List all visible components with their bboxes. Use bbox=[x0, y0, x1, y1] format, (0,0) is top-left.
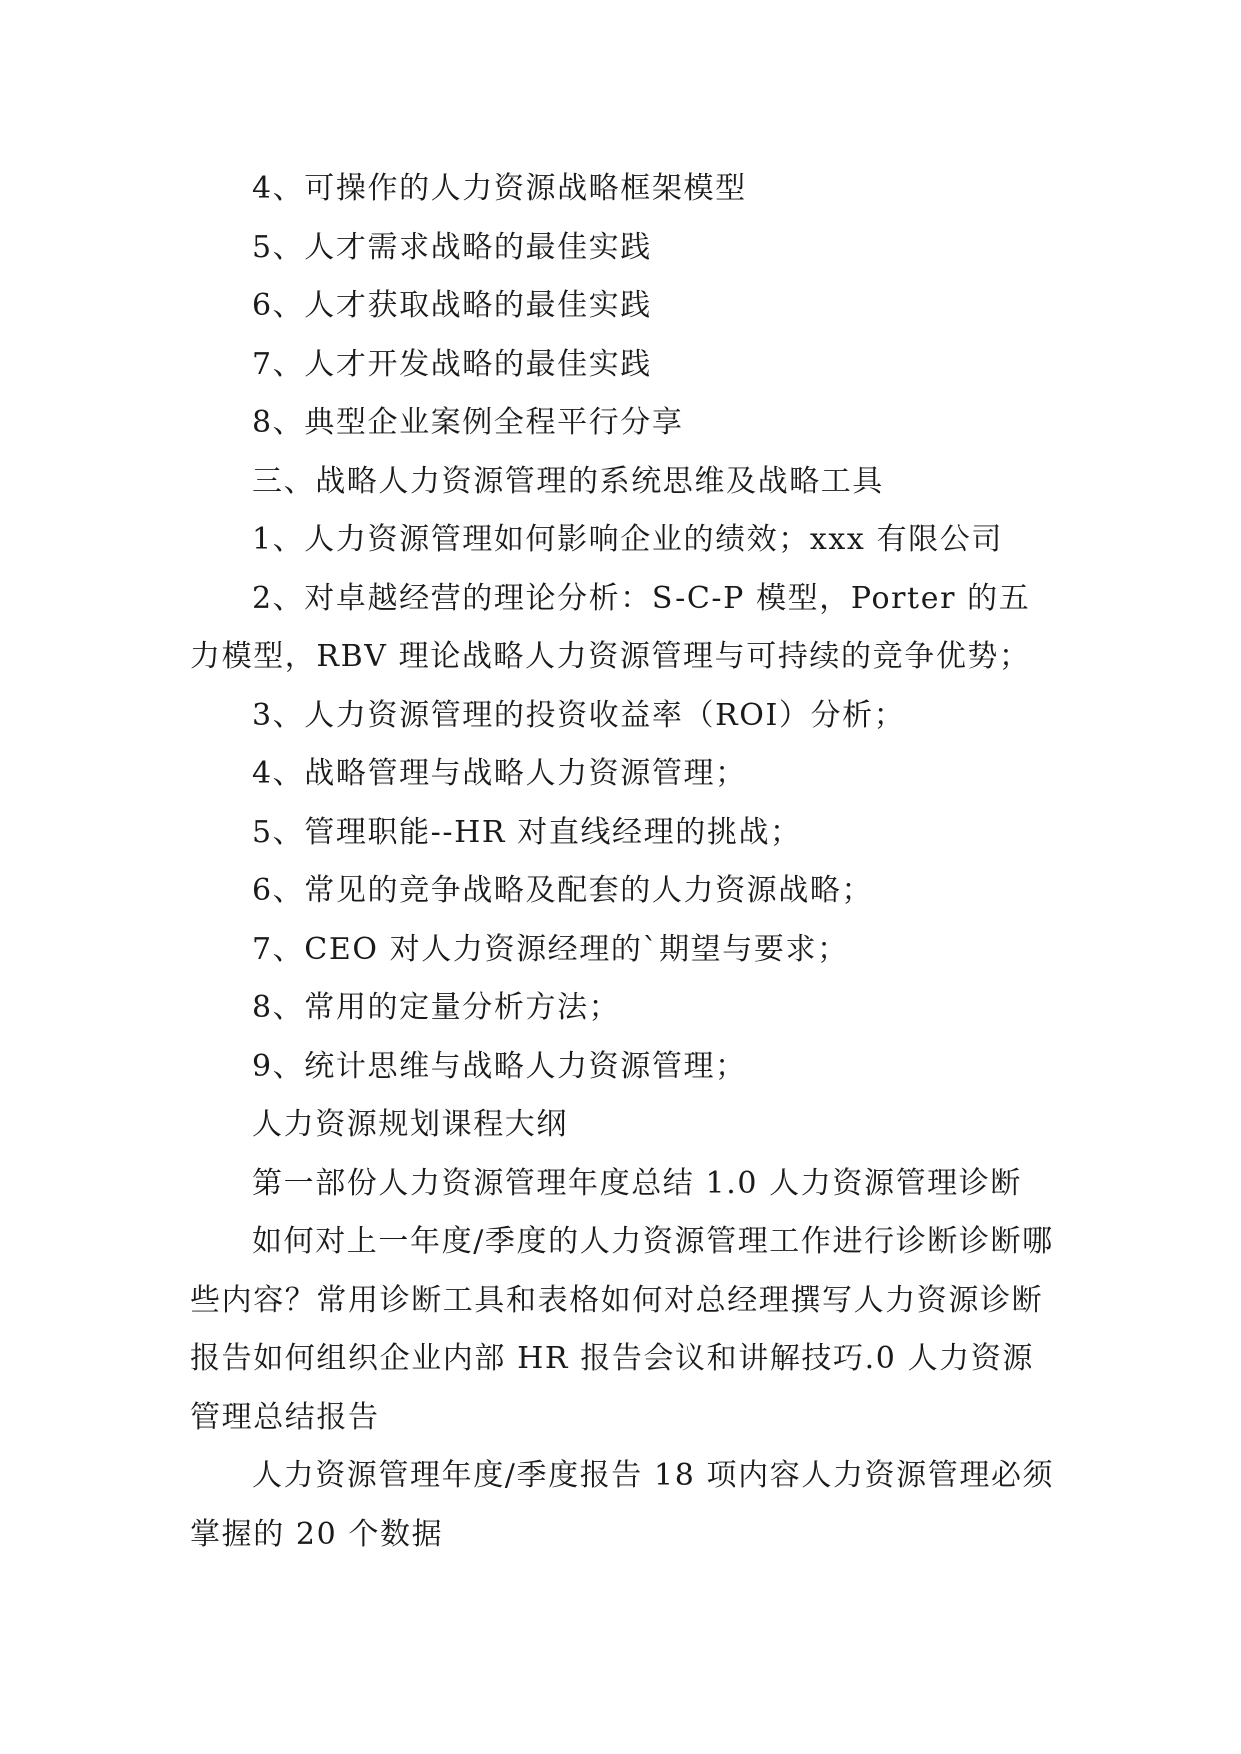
list-item-talent-development: 7、人才开发战略的最佳实践 bbox=[252, 346, 652, 382]
paragraph-part-one: 第一部份人力资源管理年度总结 1.0 人力资源管理诊断 bbox=[252, 1165, 1022, 1201]
section-heading-systems-thinking: 三、战略人力资源管理的系统思维及战略工具 bbox=[252, 463, 884, 499]
list-item-statistical-thinking: 9、统计思维与战略人力资源管理； bbox=[252, 1048, 747, 1084]
list-item-theory-analysis: 2、对卓越经营的理论分析：S-C-P 模型，Porter 的五力模型，RBV 理论战略人力资源管理与可持续的竞争优势； bbox=[190, 580, 1031, 674]
document-body bbox=[190, 160, 1060, 1564]
section-heading-course-outline: 人力资源规划课程大纲 bbox=[252, 1107, 568, 1142]
list-item-roi-analysis: 3、人力资源管理的投资收益率（ROI）分析； bbox=[252, 697, 906, 733]
list-item-talent-demand: 5、人才需求战略的最佳实践 bbox=[252, 229, 652, 265]
list-item-performance-impact: 1、人力资源管理如何影响企业的绩效；xxx 有限公司 bbox=[252, 522, 1003, 557]
paragraph-annual-report: 人力资源管理年度/季度报告 18 项内容人力资源管理必须掌握的 20 个数据 bbox=[190, 1458, 1055, 1552]
list-item-talent-acquisition: 6、人才获取战略的最佳实践 bbox=[252, 288, 652, 323]
paragraph-diagnosis: 如何对上一年度/季度的人力资源管理工作进行诊断诊断哪些内容？常用诊断工具和表格如何对总经理撰写人力资源诊断报告如何组织企业内部 HR 报告会议和讲解技巧.0 人力资源管理总结报告 bbox=[190, 1224, 1054, 1435]
list-item-strategic-management: 4、战略管理与战略人力资源管理； bbox=[252, 756, 747, 791]
list-item-management-functions: 5、管理职能--HR 对直线经理的挑战； bbox=[252, 814, 802, 850]
list-item-case-sharing: 8、典型企业案例全程平行分享 bbox=[252, 405, 684, 440]
list-item-ceo-expectations: 7、CEO 对人力资源经理的`期望与要求； bbox=[252, 931, 849, 967]
list-item-quantitative-methods: 8、常用的定量分析方法； bbox=[252, 990, 621, 1025]
list-item-competitive-strategy: 6、常见的竞争战略及配套的人力资源战略； bbox=[252, 873, 874, 908]
list-item-framework-model: 4、可操作的人力资源战略框架模型 bbox=[252, 171, 747, 206]
